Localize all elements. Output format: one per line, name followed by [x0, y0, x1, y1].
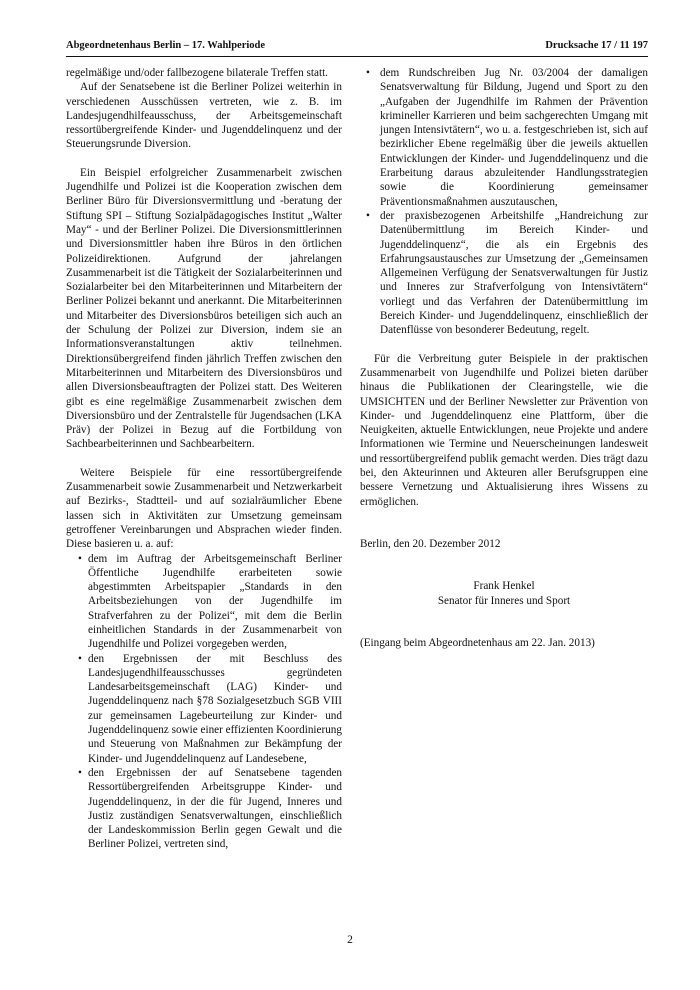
bullet-icon: •	[366, 209, 370, 222]
list-item: • dem im Auftrag der Arbeitsgemeinschaft Berliner Öffentliche Jugendhilfe erarbeiteten sowie abgestimmten Arbeitspapier „Standards in den Arbeitsbeziehungen von der Jugendhilfe im Strafverfahren zu der Polizei“, mit dem die Berlin einheitlichen Standards in der Zusammenarbeit von Jugendhilfe und Polizei vorgegeben werden,	[78, 552, 342, 651]
date-line: Berlin, den 20. Dezember 2012	[360, 537, 501, 550]
bullet-list	[360, 66, 648, 338]
list-item: • dem Rundschreiben Jug Nr. 03/2004 der damaligen Senatsverwaltung für Bildung, Jugend und Sport zu den „Aufgaben der Jugendhilfe im Rahmen der Prävention krimineller Karrieren und beim sachgerechten Umgang mit jungen Intensivtätern“, wo u. a. festgeschrieben ist, sich auf bezirklicher Ebene regelmäßig über die jeweils aktuellen Entwicklungen der Kinder- und Jugenddelinquenz und die Erarbeitung daraus abzuleitender Handlungsstrategien sowie die Koordinierung gemeinsamer Präventionsmaßnahmen auszutauschen,	[366, 67, 648, 208]
signer-name: Frank Henkel	[473, 580, 535, 593]
page-header	[66, 40, 648, 54]
right-column	[360, 66, 648, 650]
bullet-icon: •	[78, 552, 82, 565]
bullet-icon: •	[78, 652, 82, 665]
list-item: • der praxisbezogenen Arbeitshilfe „Handreichung zur Datenübermittlung im Bereich Kinder- und Jugenddelinquenz“, die als ein Ergebnis des Erfahrungsaustausches zur Umsetzung der „Gemeinsamen Allgemeinen Verfügung der Senatsverwaltungen für Justiz und Inneres zur Strafverfolgung von Intensivtätern“ vorliegt und das Verfahren der Datenübermittlung im Bereich Kinder- und Jugenddelinquenz, einschließlich der Datenflüsse von besonderer Bedeutung, regelt.	[366, 209, 648, 337]
list-item: • den Ergebnissen der mit Beschluss des Landesjugendhilfeausschusses gegründeten Landesarbeitsgemeinschaft (LAG) Kinder- und Jugenddelinquenz nach §78 Sozialgesetzbuch SGB VIII zur gemeinsamen Lagebeurteilung zur Kinder- und Jugenddelinquenz sowie einer effizienten Koordinierung und Steuerung von Maßnahmen zur Bekämpfung der Kinder- und Jugenddelinquenz auf Landesebene,	[78, 652, 342, 765]
signer-title: Senator für Inneres und Sport	[437, 594, 571, 607]
paragraph: Weitere Beispiele für eine ressortübergreifende Zusammenarbeit sowie Zusammenarbeit und Netzwerkarbeit auf Bezirks-, Stadtteil- und auf sozialräumlicher Ebene lassen sich in Aktivitäten zur Umsetzung gemeinsam getroffener Vereinbarungen und Absprachen wieder finden. Diese basieren u. a. auf:	[66, 466, 342, 551]
receipt-note: (Eingang beim Abgeordnetenhaus am 22. Jan. 2013)	[360, 636, 595, 649]
header-parliament-title: Abgeordnetenhaus Berlin – 17. Wahlperiode	[66, 40, 266, 51]
paragraph: Für die Verbreitung guter Beispiele in der praktischen Zusammenarbeit von Jugendhilfe und Polizei bieten darüber hinaus die Publikationen der Clearingstelle, wie die UMSICHTEN und der Berliner Newsletter zur Prävention von Kinder- und Jugenddelinquenz eine Plattform, über die Neuigkeiten, aktuelle Entwicklungen, neue Projekte und andere Informationen wie Termine und Neuerscheinungen landesweit und ressortübergreifend publik gemacht werden. Dies trägt dazu bei, den Akteurinnen und Akteuren aller Berufsgruppen eine bessere Vernetzung und Aktualisierung ihres Wissens zu ermöglichen.	[360, 352, 648, 508]
bullet-icon: •	[78, 766, 82, 779]
bullet-list	[66, 552, 342, 852]
left-column	[66, 66, 342, 852]
paragraph: Auf der Senatsebene ist die Berliner Polizei weiterhin in verschiedenen Ausschüssen vertreten, wie z. B. im Landesjugendhilfeausschuss, der Arbeitsgemeinschaft ressortübergreifende Kinder- und Jugenddelinquenz und der Steuerungsrunde Diversion.	[66, 81, 342, 151]
header-document-number: Drucksache 17 / 11 197	[545, 40, 648, 51]
page-number: 2	[347, 934, 353, 946]
list-item: • den Ergebnissen der auf Senatsebene tagenden Ressortübergreifenden Arbeitsgruppe Kinder- und Jugenddelinquenz, in der die für Jugend, Inneres und Justiz zuständigen Senatsverwaltungen, einschließlich der Landeskommission Berlin gegen Gewalt und die Berliner Polizei, vertreten sind,	[78, 766, 342, 851]
paragraph: Ein Beispiel erfolgreicher Zusammenarbeit zwischen Jugendhilfe und Polizei ist die Kooperation zwischen dem Berliner Büro für Diversionsvermittlung und -beratung der Stiftung SPI – Stiftung Sozialpädagogisches Institut „Walter May“ - und der Berliner Polizei. Die Diversionsmittlerinnen und Diversionsmittler haben ihre Büros in den örtlichen Polizeidirektionen. Aufgrund der jahrelangen Zusammenarbeit ist die Tätigkeit der Sozialarbeiterinnen und Sozialarbeiter bei den Mitarbeiterinnen und Mitarbeitern der Berliner Polizei bekannt und anerkannt. Die Mitarbeiterinnen und Mitarbeiter des Diversionsbüros beteiligen sich auch an der Schulung der Polizei zur Diversion, indem sie an Informationsveranstaltungen aktiv teilnehmen. Direktionsübergreifend finden jährlich Treffen zwischen den Mitarbeiterinnen und Mitarbeitern des Diversionsbüros und allen Diversionsbeauftragten der Polizei statt. Des Weiteren gibt es eine regelmäßige Zusammenarbeit zwischen dem Diversionsbüro und der Zentralstelle für Jugendsachen (LKA Präv) der Polizei in Bezug auf die Fortbildung von Sachbearbeiterinnen und Sachbearbeitern.	[66, 166, 342, 451]
header-divider	[66, 56, 648, 57]
paragraph: regelmäßige und/oder fallbezogene bilaterale Treffen statt.	[66, 67, 328, 79]
bullet-icon: •	[366, 67, 370, 79]
